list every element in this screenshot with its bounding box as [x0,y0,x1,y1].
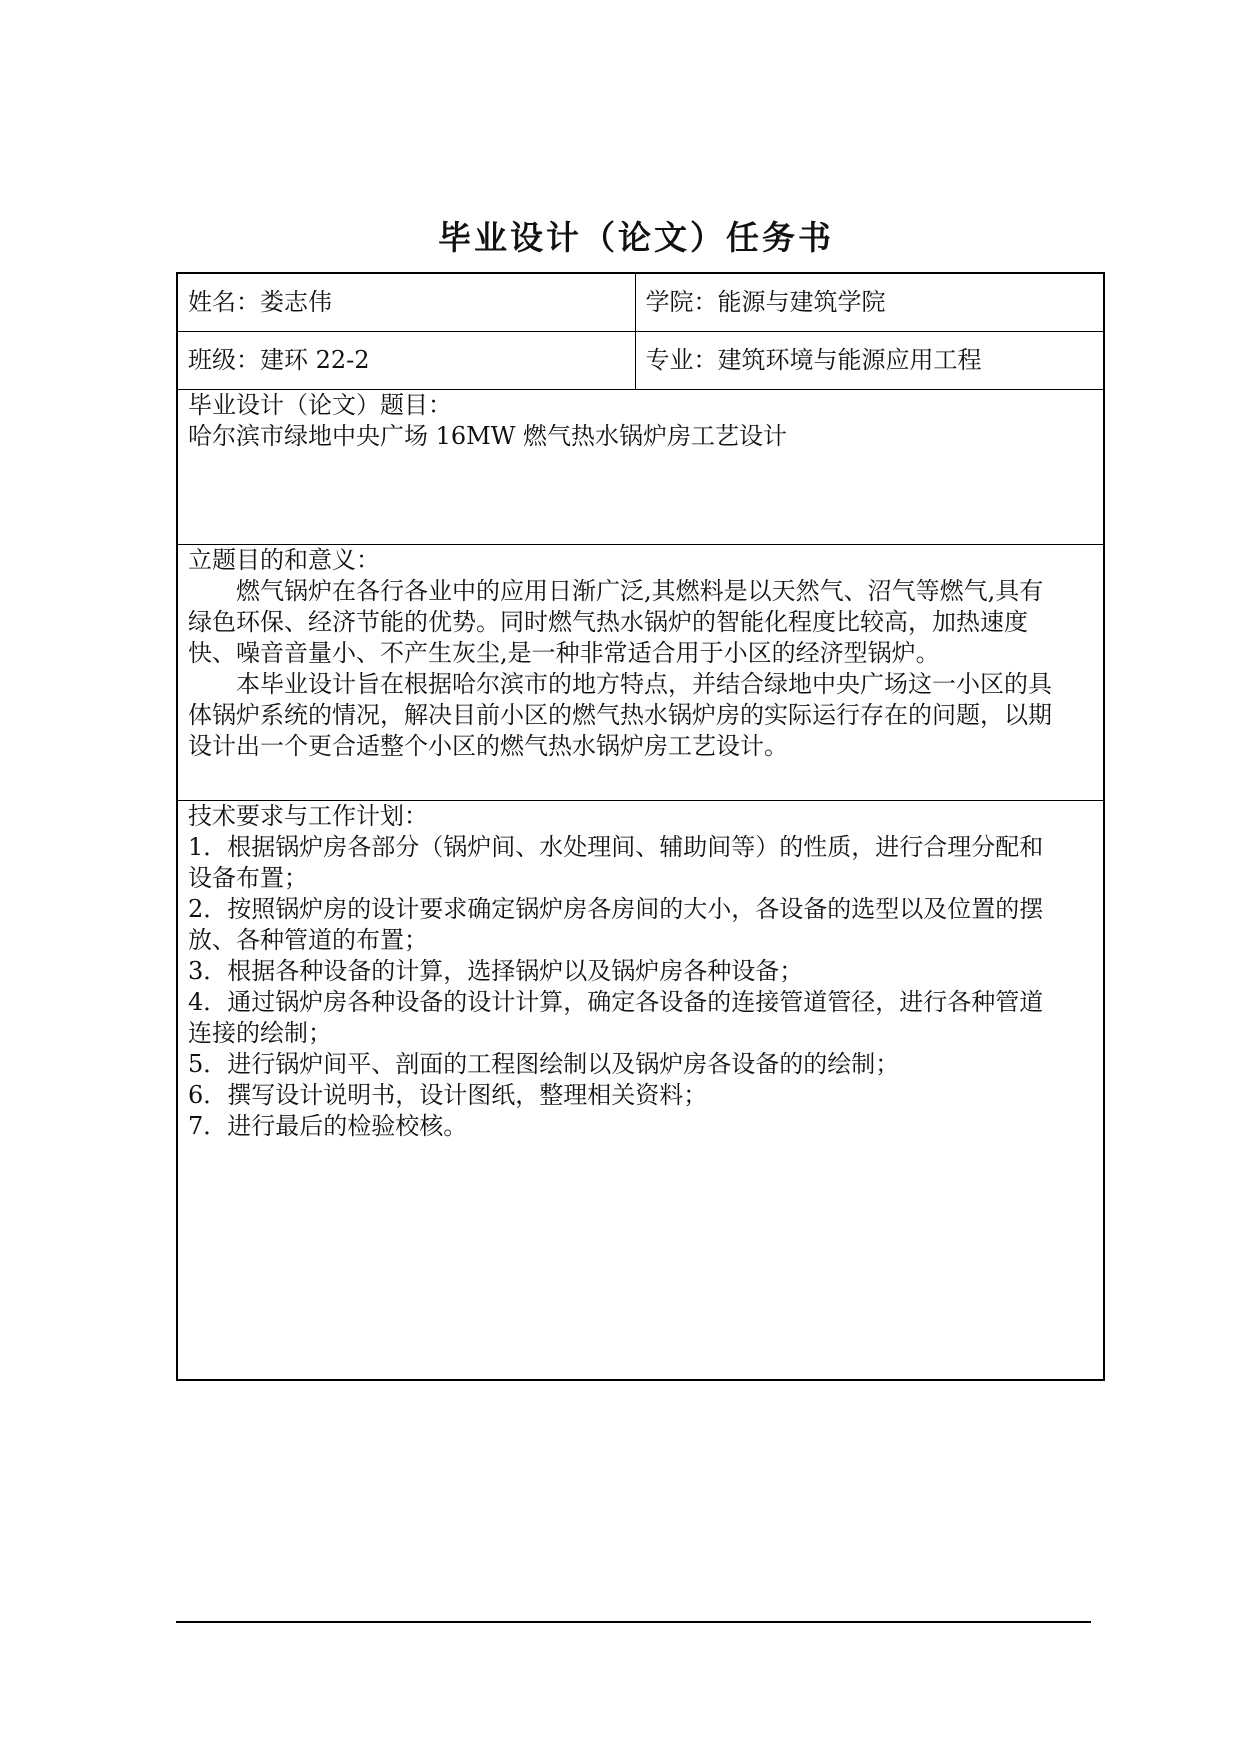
requirements-label: 技术要求与工作计划： [188,801,428,830]
class: 班级：建环 22-2 [177,331,635,389]
purpose-line: 快、噪音音量小、不产生灰尘,是一种非常适合用于小区的经济型锅炉。 [188,638,940,667]
purpose-line: 本毕业设计旨在根据哈尔滨市的地方特点，并结合绿地中央广场这一小区的具 [236,669,1052,698]
requirement-line: 2．按照锅炉房的设计要求确定锅炉房各房间的大小，各设备的选型以及位置的摆 [188,894,1044,923]
purpose-line: 燃气锅炉在各行各业中的应用日渐广泛,其燃料是以天然气、沼气等燃气,具有 [236,576,1044,605]
major: 专业：建筑环境与能源应用工程 [635,331,1104,389]
task-table [176,272,1105,1381]
purpose-line: 绿色环保、经济节能的优势。同时燃气热水锅炉的智能化程度比较高，加热速度 [188,607,1028,636]
college: 学院：能源与建筑学院 [635,273,1104,331]
requirement-line: 7．进行最后的检验校核。 [188,1111,468,1140]
purpose-line: 体锅炉系统的情况，解决目前小区的燃气热水锅炉房的实际运行存在的问题，以期 [188,700,1052,729]
purpose-line: 设计出一个更合适整个小区的燃气热水锅炉房工艺设计。 [188,731,788,760]
topic-section [177,389,1104,544]
requirement-line: 设备布置； [188,863,308,892]
requirement-line: 6．撰写设计说明书，设计图纸，整理相关资料； [188,1080,708,1109]
requirement-line: 连接的绘制； [188,1018,332,1047]
requirement-line: 放、各种管道的布置； [188,925,428,954]
page-title: 毕业设计（论文）任务书 [438,218,834,257]
purpose-section [177,544,1104,800]
requirements-section [177,800,1104,1380]
footer-divider [176,1621,1091,1623]
requirement-line: 4．通过锅炉房各种设备的设计计算，确定各设备的连接管道管径，进行各种管道 [188,987,1044,1016]
topic-label: 毕业设计（论文）题目： [188,390,452,419]
purpose-label: 立题目的和意义： [188,545,380,574]
requirement-line: 1．根据锅炉房各部分（锅炉间、水处理间、辅助间等）的性质，进行合理分配和 [188,832,1044,861]
requirement-line: 5．进行锅炉间平、剖面的工程图绘制以及锅炉房各设备的的绘制； [188,1049,900,1078]
topic-value: 哈尔滨市绿地中央广场 16MW 燃气热水锅炉房工艺设计 [188,421,788,450]
requirement-line: 3．根据各种设备的计算，选择锅炉以及锅炉房各种设备； [188,956,804,985]
student-name: 姓名：娄志伟 [177,273,635,331]
